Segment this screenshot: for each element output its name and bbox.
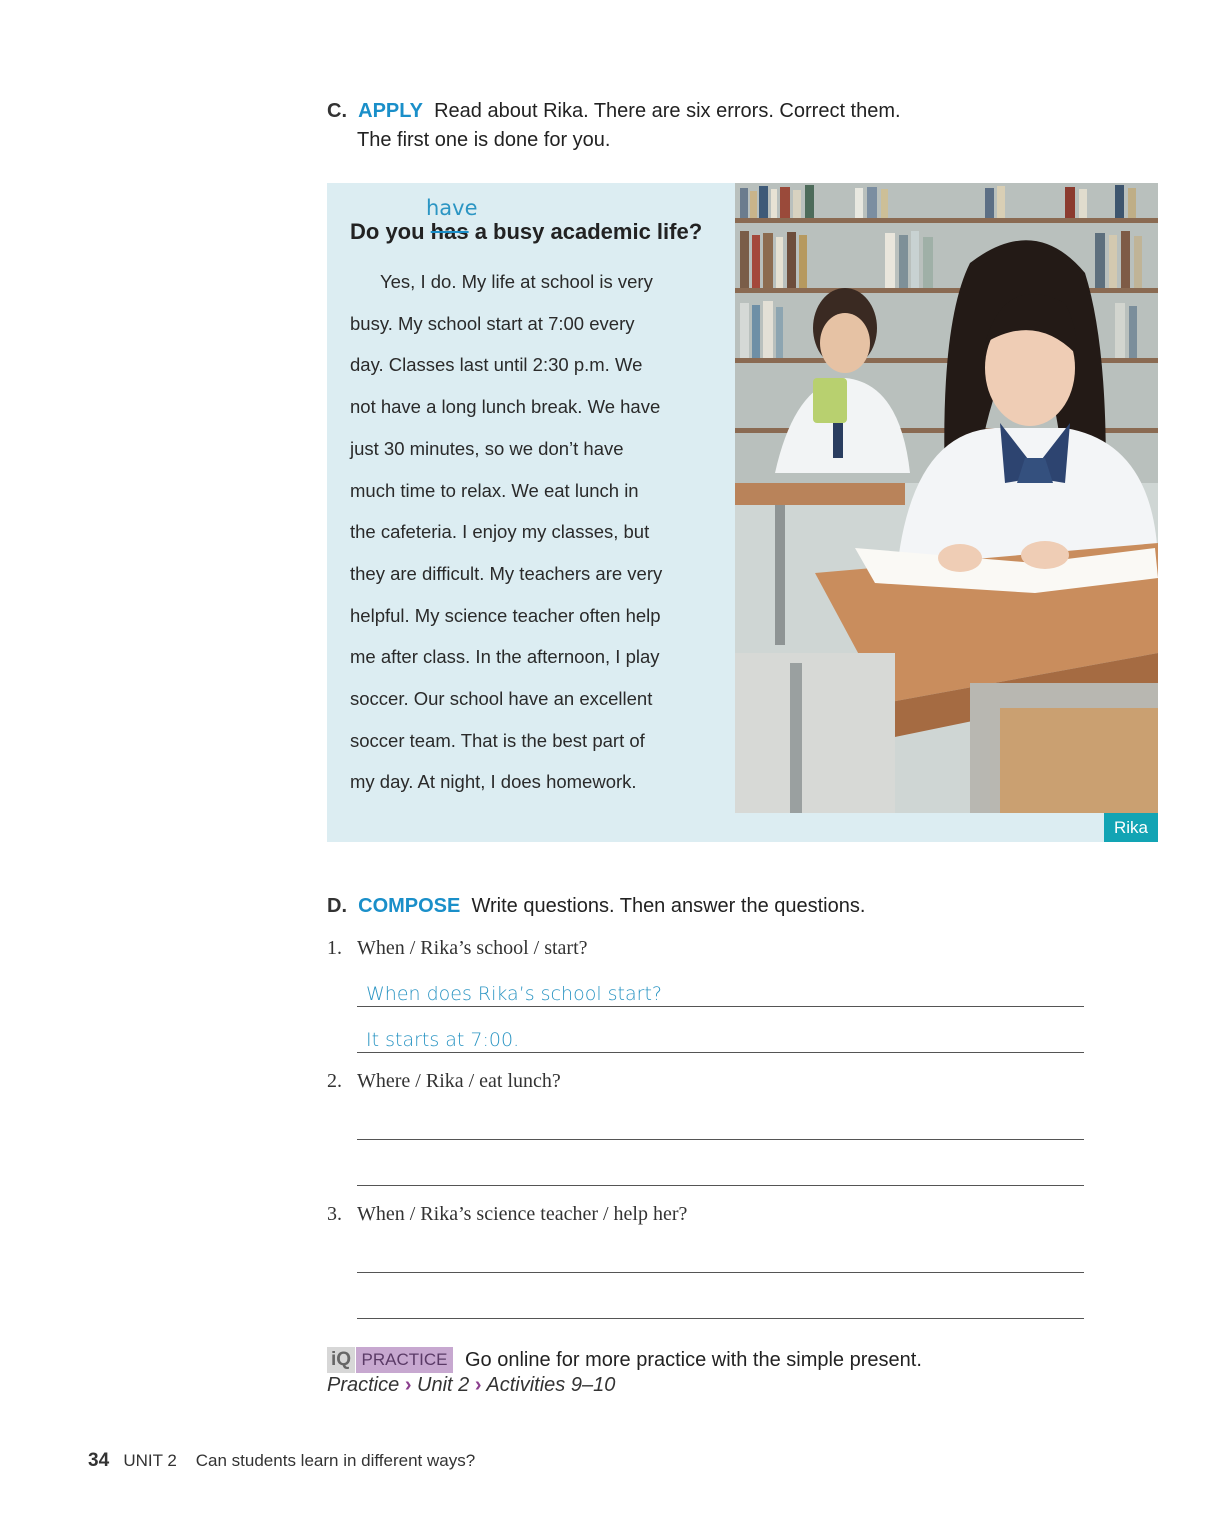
answer-line[interactable] [357, 1318, 1084, 1319]
passage-line: me after class. In the afternoon, I play [350, 646, 660, 668]
path-activities[interactable]: Activities 9–10 [486, 1374, 616, 1396]
practice-text: Go online for more practice with the simple present. [465, 1349, 922, 1371]
question-number: 2. [327, 1070, 342, 1092]
passage-line: the cafeteria. I enjoy my classes, but [350, 521, 650, 543]
section-c-letter: C. [327, 100, 347, 122]
question-prompt: Where / Rika / eat lunch? [357, 1070, 561, 1092]
passage-line: just 30 minutes, so we don’t have [350, 437, 624, 459]
answer-line[interactable] [357, 1052, 1084, 1053]
answer-line[interactable] [357, 1006, 1084, 1007]
section-d-text: Write questions. Then answer the questions. [471, 895, 866, 917]
answer-line[interactable] [357, 1272, 1084, 1273]
passage-line: much time to relax. We eat lunch in [350, 479, 639, 501]
answer-question-handwritten: When does Rika’s school start? [366, 983, 662, 1005]
answer-line[interactable] [357, 1139, 1084, 1140]
footer-title: Can students learn in different ways? [195, 1451, 476, 1470]
passage-line: they are difficult. My teachers are very [350, 562, 663, 584]
photo-caption: Rika [1104, 813, 1158, 842]
section-d-tag: COMPOSE [358, 895, 461, 917]
chevron-right-icon: › [404, 1374, 412, 1396]
answer-line[interactable] [357, 1185, 1084, 1186]
section-c-text-line2: The first one is done for you. [357, 129, 611, 151]
section-d-letter: D. [327, 895, 347, 917]
question-number: 3. [327, 1203, 342, 1225]
reading-passage [350, 261, 720, 803]
passage-line: my day. At night, I does homework. [350, 771, 637, 793]
reading-title-part2: a busy academic life? [468, 219, 703, 244]
path-practice[interactable]: Practice [327, 1374, 400, 1396]
question-prompt: When / Rika’s school / start? [357, 937, 588, 959]
passage-line: helpful. My science teacher often help [350, 604, 661, 626]
section-c-instruction [327, 97, 1047, 126]
practice-badge: PRACTICE [356, 1347, 453, 1373]
section-d-instruction [327, 892, 1047, 921]
footer-unit: UNIT 2 [123, 1451, 177, 1470]
rika-classroom-photo [735, 183, 1158, 813]
passage-line: not have a long lunch break. We have [350, 396, 661, 418]
passage-line: day. Classes last until 2:30 p.m. We [350, 354, 643, 376]
practice-path[interactable] [327, 1374, 615, 1397]
passage-line: soccer team. That is the best part of [350, 729, 645, 751]
section-c-text-line1: Read about Rika. There are six errors. Correct them. [434, 100, 901, 122]
iq-logo: iQ [327, 1347, 355, 1373]
answer-response-handwritten: It starts at 7:00. [366, 1029, 520, 1051]
chevron-right-icon: › [474, 1374, 482, 1396]
passage-line: Yes, I do. My life at school is very [380, 271, 653, 292]
section-c-tag: APPLY [358, 100, 423, 122]
handwritten-correction: have [426, 196, 478, 220]
question-prompt: When / Rika’s science teacher / help her? [357, 1203, 688, 1225]
reading-title-part1: Do you [350, 219, 431, 244]
passage-line: soccer. Our school have an excellent [350, 688, 653, 710]
page-number: 34 [88, 1450, 110, 1471]
struck-word: has [430, 219, 469, 244]
path-unit[interactable]: Unit 2 [417, 1374, 470, 1396]
page-footer [88, 1450, 475, 1472]
question-number: 1. [327, 937, 342, 959]
reading-title [350, 219, 702, 245]
passage-line: busy. My school start at 7:00 every [350, 312, 635, 334]
